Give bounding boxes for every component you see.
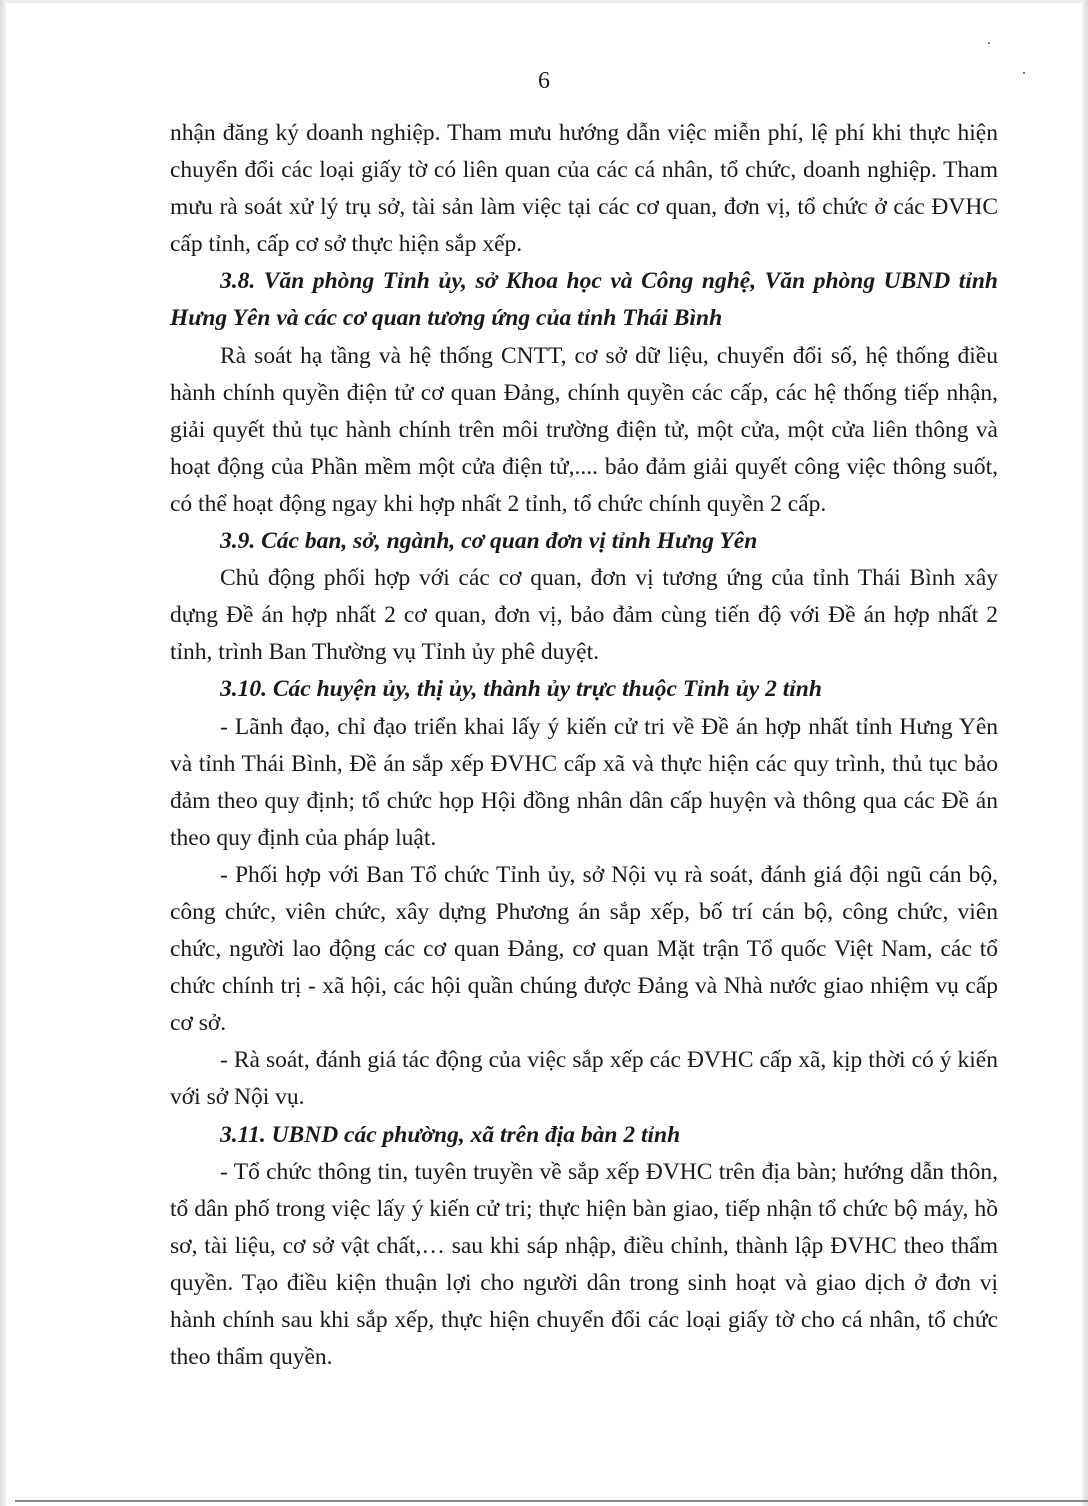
section-heading-3-9: 3.9. Các ban, sở, ngành, cơ quan đơn vị tỉnh Hưng Yên: [220, 528, 758, 555]
scan-bottom-line: [15, 1500, 1088, 1502]
page-number: 6: [538, 68, 550, 94]
scan-edge-top: [0, 0, 1088, 3]
paragraph-3-9: Chủ động phối hợp với các cơ quan, đơn vị tương ứng của tỉnh Thái Bình xây dựng Đề án hợp nhất 2 cơ quan, đơn vị, bảo đảm cùng tiến độ với Đề án hợp nhất 2 tỉnh, trình Ban Thường vụ Tỉnh ủy phê duyệt.: [170, 565, 998, 666]
section-heading-3-11: 3.11. UBND các phường, xã trên địa bàn 2 tỉnh: [220, 1121, 681, 1148]
document-body: [170, 115, 998, 1376]
paragraph-continuation: nhận đăng ký doanh nghiệp. Tham mưu hướng dẫn việc miễn phí, lệ phí khi thực hiện chuyển đổi các loại giấy tờ có liên quan của các cá nhân, tổ chức, doanh nghiệp. Tham mưu rà soát xử lý trụ sở, tài sản làm việc tại các cơ quan, đơn vị, tổ chức ở các ĐVHC cấp tỉnh, cấp cơ sở thực hiện sắp xếp.: [170, 120, 998, 258]
section-heading-3-8: 3.8. Văn phòng Tỉnh ủy, sở Khoa học và Công nghệ, Văn phòng UBND tỉnh Hưng Yên và các cơ quan tương ứng của tỉnh Thái Bình: [170, 268, 998, 332]
paragraph-3-10-item-1: - Lãnh đạo, chỉ đạo triển khai lấy ý kiến cử tri về Đề án hợp nhất tỉnh Hưng Yên và tỉnh Thái Bình, Đề án sắp xếp ĐVHC cấp xã và thực hiện các quy trình, thủ tục bảo đảm theo quy định; tổ chức họp Hội đồng nhân dân cấp huyện và thông qua các Đề án theo quy định của pháp luật.: [170, 713, 998, 851]
paragraph-3-10-item-3: - Rà soát, đánh giá tác động của việc sắp xếp các ĐVHC cấp xã, kịp thời có ý kiến với sở Nội vụ.: [170, 1047, 998, 1111]
scan-edge-right: [1082, 0, 1088, 1506]
paragraph-3-8: Rà soát hạ tầng và hệ thống CNTT, cơ sở dữ liệu, chuyển đổi số, hệ thống điều hành chính quyền điện tử cơ quan Đảng, chính quyền các cấp, các hệ thống tiếp nhận, giải quyết thủ tục hành chính trên môi trường điện tử, một cửa, một cửa liên thông và hoạt động của Phần mềm một cửa điện tử,.... bảo đảm giải quyết công việc thông suốt, có thể hoạt động ngay khi hợp nhất 2 tỉnh, tổ chức chính quyền 2 cấp.: [170, 342, 998, 517]
section-heading-3-10: 3.10. Các huyện ủy, thị ủy, thành ủy trực thuộc Tỉnh ủy 2 tỉnh: [220, 676, 822, 703]
scan-edge-left: [0, 0, 6, 1506]
paragraph-3-10-item-2: - Phối hợp với Ban Tổ chức Tỉnh ủy, sở Nội vụ rà soát, đánh giá đội ngũ cán bộ, công chức, viên chức, xây dựng Phương án sắp xếp, bố trí cán bộ, công chức, viên chức, người lao động các cơ quan Đảng, cơ quan Mặt trận Tổ quốc Việt Nam, các tổ chức chính trị - xã hội, các hội quần chúng được Đảng và Nhà nước giao nhiệm vụ cấp cơ sở.: [170, 861, 998, 1037]
scan-speck: [988, 42, 990, 44]
paragraph-3-11: - Tổ chức thông tin, tuyên truyền về sắp xếp ĐVHC trên địa bàn; hướng dẫn thôn, tổ dân phố trong việc lấy ý kiến cử tri; thực hiện bàn giao, tiếp nhận tổ chức bộ máy, hồ sơ, tài liệu, cơ sở vật chất,… sau khi sáp nhập, điều chỉnh, thành lập ĐVHC theo thẩm quyền. Tạo điều kiện thuận lợi cho người dân trong sinh hoạt và giao dịch ở đơn vị hành chính sau khi sắp xếp, thực hiện chuyển đổi các loại giấy tờ cho cá nhân, tổ chức theo thẩm quyền.: [170, 1158, 998, 1371]
